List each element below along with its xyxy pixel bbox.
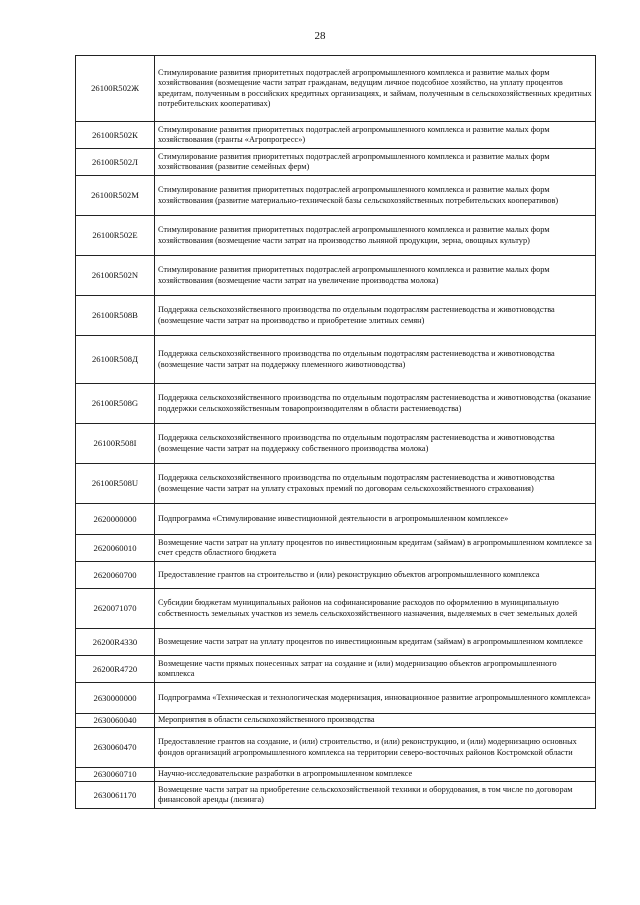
- table-row: [76, 782, 596, 809]
- row-code: 26100R508U: [76, 464, 155, 504]
- row-description: Поддержка сельскохозяйственного производства по отдельным подотраслям растениеводства и животноводства (возмещение части затрат на производство и приобретение элитных семян): [155, 296, 596, 336]
- table-row: [76, 216, 596, 256]
- table-row: [76, 683, 596, 714]
- row-description: Научно-исследовательские разработки в агропромышленном комплексе: [155, 768, 596, 782]
- row-code: 2630000000: [76, 683, 155, 714]
- row-code: 26100R502Л: [76, 149, 155, 176]
- table-body: [76, 56, 596, 809]
- row-description: Возмещение части прямых понесенных затрат на создание и (или) модернизацию объектов агропромышленного комплекса: [155, 656, 596, 683]
- table-row: [76, 728, 596, 768]
- row-code: 2630061170: [76, 782, 155, 809]
- row-description: Поддержка сельскохозяйственного производства по отдельным подотраслям растениеводства и животноводства (возмещение части затрат на уплату страховых премий по договорам сельскохозяйственного страхования): [155, 464, 596, 504]
- row-description: Возмещение части затрат на уплату процентов по инвестиционным кредитам (займам) в агропромышленном комплексе за счет средств областного бюджета: [155, 535, 596, 562]
- row-description: Предоставление грантов на создание, и (или) строительство, и (или) реконструкцию, и (или) модернизацию основных фондов организаций агропромышленного комплекса на территории северо-восточных районов Костромской области: [155, 728, 596, 768]
- row-description: Стимулирование развития приоритетных подотраслей агропромышленного комплекса и развитие малых форм хозяйствования (гранты «Агропрогресс»): [155, 122, 596, 149]
- table-row: [76, 336, 596, 384]
- table-row: [76, 464, 596, 504]
- row-code: 26100R508В: [76, 296, 155, 336]
- table-row: [76, 256, 596, 296]
- row-description: Стимулирование развития приоритетных подотраслей агропромышленного комплекса и развитие малых форм хозяйствования (развитие материально-технической базы сельскохозяйственных потребительских кооперативов): [155, 176, 596, 216]
- table-row: [76, 149, 596, 176]
- row-description: Поддержка сельскохозяйственного производства по отдельным подотраслям растениеводства и животноводства (оказание поддержки сельскохозяйственным товаропроизводителям в области растениеводства): [155, 384, 596, 424]
- table-row: [76, 424, 596, 464]
- row-code: 26100R502Ж: [76, 56, 155, 122]
- table-row: [76, 56, 596, 122]
- row-description: Поддержка сельскохозяйственного производства по отдельным подотраслям растениеводства и животноводства (возмещение части затрат на поддержку собственного производства молока): [155, 424, 596, 464]
- row-code: 26100R508G: [76, 384, 155, 424]
- row-code: 26100R508Д: [76, 336, 155, 384]
- table-row: [76, 714, 596, 728]
- table-row: [76, 504, 596, 535]
- row-description: Стимулирование развития приоритетных подотраслей агропромышленного комплекса и развитие малых форм хозяйствования (возмещение части затрат на увеличение производства молока): [155, 256, 596, 296]
- row-code: 26100R508I: [76, 424, 155, 464]
- row-description: Мероприятия в области сельскохозяйственного производства: [155, 714, 596, 728]
- row-code: 26100R502N: [76, 256, 155, 296]
- row-code: 26200R4330: [76, 629, 155, 656]
- row-code: 26200R4720: [76, 656, 155, 683]
- row-description: Возмещение части затрат на приобретение сельскохозяйственной техники и оборудования, в том числе по договорам финансовой аренды (лизинга): [155, 782, 596, 809]
- row-code: 2620000000: [76, 504, 155, 535]
- table-row: [76, 122, 596, 149]
- table-row: [76, 384, 596, 424]
- row-description: Субсидии бюджетам муниципальных районов на софинансирование расходов по оформлению в муниципальную собственность земельных участков из земель сельскохозяйственного назначения, выделяемых в счет земельных долей: [155, 589, 596, 629]
- row-code: 2630060040: [76, 714, 155, 728]
- table-row: [76, 296, 596, 336]
- row-description: Стимулирование развития приоритетных подотраслей агропромышленного комплекса и развитие малых форм хозяйствования (возмещение части затрат на производство льняной продукции, зерна, овощных культур): [155, 216, 596, 256]
- row-code: 26100R502М: [76, 176, 155, 216]
- page-number: 28: [314, 30, 326, 42]
- row-description: Стимулирование развития приоритетных подотраслей агропромышленного комплекса и развитие малых форм хозяйствования (развитие семейных ферм): [155, 149, 596, 176]
- row-code: 2620071070: [76, 589, 155, 629]
- table-row: [76, 535, 596, 562]
- table-row: [76, 589, 596, 629]
- row-description: Предоставление грантов на строительство и (или) реконструкцию объектов агропромышленного комплекса: [155, 562, 596, 589]
- row-code: 26100R502Е: [76, 216, 155, 256]
- row-code: 26100R502К: [76, 122, 155, 149]
- row-description: Подпрограмма «Стимулирование инвестиционной деятельности в агропромышленном комплексе»: [155, 504, 596, 535]
- row-description: Стимулирование развития приоритетных подотраслей агропромышленного комплекса и развитие малых форм хозяйствования (возмещение части затрат гражданам, ведущим личное подсобное хозяйство, на уплату процентов кредитам, полученным в российских кредитных организациях, и займам, полученным в сельскохозяйственных кредитных потребительских кооперативах): [155, 56, 596, 122]
- table-row: [76, 176, 596, 216]
- row-description: Поддержка сельскохозяйственного производства по отдельным подотраслям растениеводства и животноводства (возмещение части затрат на поддержку племенного животноводства): [155, 336, 596, 384]
- row-code: 2620060010: [76, 535, 155, 562]
- table-row: [76, 656, 596, 683]
- table-row: [76, 768, 596, 782]
- row-description: Возмещение части затрат на уплату процентов по инвестиционным кредитам (займам) в агропромышленном комплексе: [155, 629, 596, 656]
- table-row: [76, 562, 596, 589]
- row-code: 2620060700: [76, 562, 155, 589]
- row-code: 2630060710: [76, 768, 155, 782]
- row-description: Подпрограмма «Техническая и технологическая модернизация, инновационное развитие агропромышленного комплекса»: [155, 683, 596, 714]
- row-code: 2630060470: [76, 728, 155, 768]
- budget-classification-table: [75, 55, 596, 809]
- table-row: [76, 629, 596, 656]
